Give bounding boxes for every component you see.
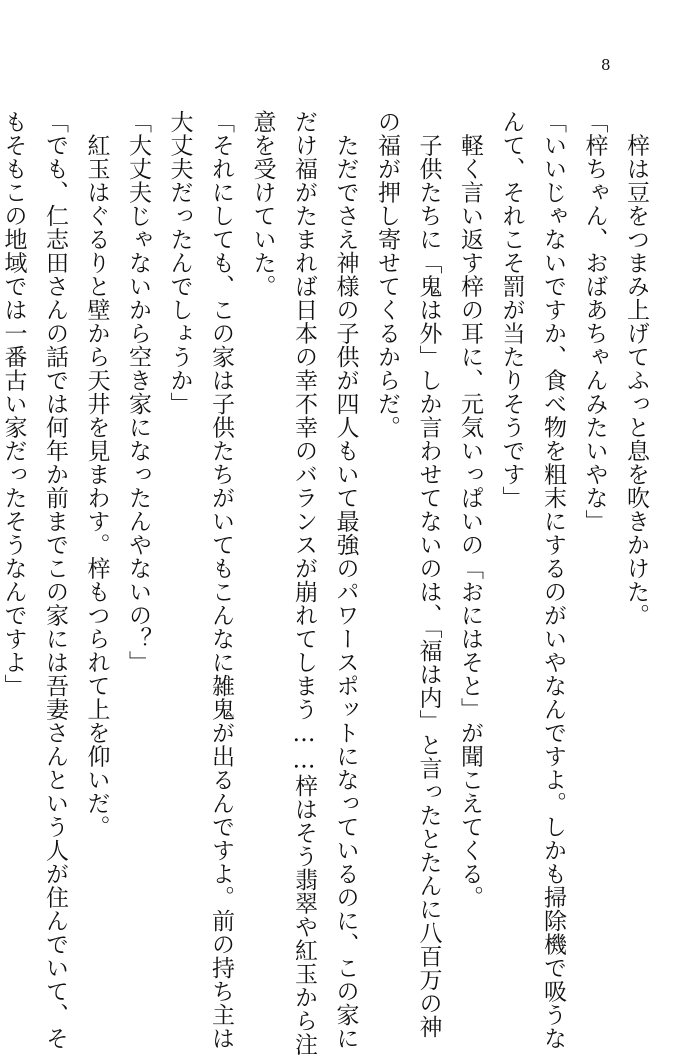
text-line: 紅玉はぐるりと壁から天井を見まわす。梓もつられて上を仰いだ。	[83, 110, 110, 839]
text-line: んて、それこそ罰が当たりそうです」	[498, 110, 525, 510]
text-line: 「それにしても、この家は子供たちがいてもこんなに雑鬼が出るんですよ。前の持ち主は	[208, 110, 234, 1050]
text-line: 「梓ちゃん、おばあちゃんみたいやな」	[581, 110, 608, 533]
text-line: 「大丈夫じゃないから空き家になったんやないの？」	[125, 110, 151, 674]
text-line: だけ福がたまれば日本の幸不幸のバランスが崩れてしまう……梓はそう翡翠や紅玉から注	[291, 110, 317, 1056]
page-number: 8	[601, 56, 611, 74]
text-line: 「でも、仁志田さんの話では何年か前までこの家には吾妻さんという人が住んでいて、そ	[42, 110, 68, 1050]
text-line: 軽く言い返す梓の耳に、元気いっぱいの「おにはそと」が聞こえてくる。	[457, 110, 483, 909]
text-line: の福が押し寄せてくるからだ。	[374, 110, 400, 439]
text-line: 意を受けていた。	[249, 110, 276, 298]
text-line: 梓は豆をつまみ上げてふっと息を吹きかけた。	[623, 110, 649, 627]
text-line: 子供たちに「鬼は外」しか言わせてないのは、「福は内」と言ったとたんに八百万の神	[415, 110, 442, 1039]
text-line: もそもこの地域では一番古い家だったそうなんですよ」	[0, 110, 27, 698]
vertical-text-body	[0, 110, 656, 1056]
text-line: 大丈夫だったんでしょうか」	[166, 110, 193, 416]
text-line: ただでさえ神様の子供が四人もいて最強のパワースポットになっているのに、この家に	[332, 110, 359, 1050]
text-line: 「いいじゃないですか、食べ物を粗末にするのがいやなんですよ。しかも掃除機で吸うな	[540, 110, 566, 1050]
